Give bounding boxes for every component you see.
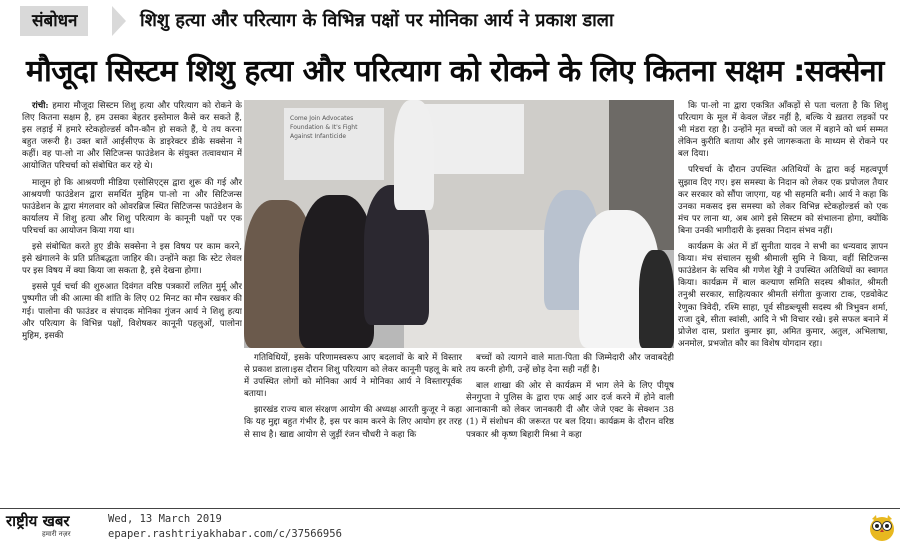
article-column-2 [244, 352, 462, 506]
footer-divider [0, 508, 900, 509]
edition-date: Wed, 13 March 2019 [108, 513, 222, 525]
kicker-row [0, 0, 900, 40]
article-column-4 [678, 100, 888, 506]
paragraph: मालूम हो कि आश्रयणी मीडिया एसोसिएट्स द्वारा शुरू की गई और आश्रयणी फाउंडेशन द्वारा समर्थित मुहिम पा-लो ना और सिटिजन्स फाउंडेशन के द्वारा मंगलवार को ओवरब्रिज स्थित सिटिजन्स फाउंडेशन के कार्यालय में शिशु हत्या और शिशु परित्याग के कानूनी पक्षों पर एक परिचर्चा का आयोजन किया गया था। [22, 177, 242, 236]
photo-person [639, 250, 674, 348]
epaper-link[interactable]: epaper.rashtriyakhabar.com/c/37566956 [108, 528, 342, 540]
paragraph: गतिविधियों, इसके परिणामस्वरूप आए बदलावों के बारे में विस्तार से प्रकाश डाला।इस दौरान शिशु परित्याग को लेकर कानूनी पहलू के बारे में उपस्थित लोगों को मोनिका आर्य ने मोनिका आर्य ने विस्तारपूर्वक बताया। [244, 353, 462, 400]
photo-banner: Come Join Advocates Foundation & It's Fight Against Infanticide [284, 108, 384, 180]
paragraph: इससे पूर्व चर्चा की शुरुआत दिवंगत वरिष्ठ पत्रकारों ललित मुर्मू और पुष्पगीत जी की आत्मा की शांति के लिए 02 मिनट का मौन रखकर की गई। पालोना की फाउंडर व संपादक मोनिका गुंजन आर्य ने शिशु हत्या और परित्याग के विभिन्न पक्षों, विशेषकर कानूनी पहलुओं, पालोना मुहिम, इसकी [22, 282, 242, 341]
headline: मौजूदा सिस्टम शिशु हत्या और परित्याग को रोकने के लिए कितना सक्षम :सक्सेना [26, 54, 884, 89]
dateline: रांची: [32, 101, 49, 111]
photo-person [299, 195, 374, 348]
brand-tagline: हमारी नज़र [42, 530, 71, 538]
paragraph: कि पा-लो ना द्वारा एकत्रित आँकड़ों से पता चलता है कि शिशु परित्याग के मूल में केवल जेंडर नहीं है, बल्कि ये ख़तरा लड़कों पर भी मंडरा रहा है। उन्होंने मृत बच्चों को जल में बहाने को धर्म सम्मत लेकिन कुरीति बताया और इसे जागरूकता के माध्यम से रोकने पर बल दिया। [678, 101, 888, 160]
paragraph: कार्यक्रम के अंत में डॉ सुनीता यादव ने सभी का धन्यवाद ज्ञापन किया। मंच संचालन सुश्री श्रीमाली सुमि ने किया, वहीं सिटिजन्स फाउंडेशन के सचिव श्री गणेश रेड्डी ने उपस्थित अतिथियों का स्वागत किया। कार्यक्रम में बाल कल्याण समिति सदस्य श्रीकांत, श्रीमती तनुश्री सरकार, साहित्यकार श्रीमती संगीता कुजारा टाक, एडवोकेट रेणुका त्रिवेदी, रश्मि साहा, पूर्व सीडब्ल्यूसी सदस्य श्री त्रिभुवन शर्मा, राजा दुबे, सीता स्वांसी, आदि ने भी विचार रखे। इसे सफल बनाने में प्रोजेश दास, प्रशांत कुमार झा, अमित कुमार, अतुल, अभिलाषा, अनमोल, प्रभजोत कौर का विशेष योगदान रहा। [678, 242, 888, 349]
paragraph-text: हमारा मौजूदा सिस्टम शिशु हत्या और परित्याग को रोकने के लिए कितना सक्षम है, हम उसका बेहतर इस्तेमाल कैसे कर सकते हैं, इस लड़ाई में हमारे स्टेकहोल्डर्स कौन-कौन हो सकते हैं, ये तय करना बहुत जरूरी है। उक्त बातें आईसीएफ के डाइरेक्टर डीके सक्सेना ने कहीं। वह पा-लो ना और सिटिजन्स फाउंडेशन के संयुक्त तत्वावधान में आयोजित परिचर्चा को संबोधित कर रहे थे। [22, 101, 242, 172]
brand-name: राष्ट्रीय खबर [6, 512, 70, 530]
owl-icon [868, 512, 896, 542]
photo-person [394, 100, 434, 210]
paragraph: बच्चों को त्यागने वाले माता-पिता की जिम्मेदारी और जवाबदेही तय करनी होगी, उन्हें छोड़ देना सही नहीं है। [466, 353, 674, 376]
kicker-text: शिशु हत्या और परित्याग के विभिन्न पक्षों पर मोनिका आर्य ने प्रकाश डाला [140, 10, 614, 31]
article-column-1 [22, 100, 242, 506]
article-column-3 [466, 352, 674, 506]
footer-logo[interactable] [6, 512, 102, 542]
paragraph: इसे संबोधित करते हुए डीके सक्सेना ने इस विषय पर काम करने, इसे खंगालने के प्रति प्रतिबद्धता जाहिर की। उन्होंने कहा कि स्टेट लेवल पर इस विषय में क्या किया जा सकता है, इसे देखना होगा। [22, 242, 242, 277]
paragraph: बाल शाखा की ओर से कार्यक्रम में भाग लेने के लिए पीयूष सेनगुप्ता ने पुलिस के द्वारा एफ आई आर दर्ज करने में होने वाली आनाकानी को लेकर जानकारी दी और जेजे एक्ट के सेक्शन 38 (1) में संशोधन की जरूरत पर बल दिया। कार्यक्रम के दौरान वरिष्ठ पत्रकार श्री कृष्ण बिहारी मिश्रा ने कहा [466, 381, 674, 440]
paragraph [22, 100, 242, 173]
paragraph: परिचर्चा के दौरान उपस्थित अतिथियों के द्वारा कई महत्वपूर्ण सुझाव दिए गए। इस समस्या के निदान को लेकर एक प्रपोजल तैयार कर सरकार को सौंपा जाएगा, यह भी सहमति बनी। आर्य ने कहा कि उनका मकसद इस समस्या को लेकर विभिन्न स्टेकहोल्डर्स को एक मंच पर लाना था, अब आगे इसे सिस्टम को संभालना होगा, क्योंकि बिना उनकी भागीदारी के इसका निदान संभव नहीं। [678, 165, 888, 236]
kicker-tag: संबोधन [20, 6, 88, 36]
event-photo [244, 100, 674, 348]
kicker-arrow-icon [112, 6, 126, 36]
paragraph: झारखंड राज्य बाल संरक्षण आयोग की अध्यक्ष आरती कुजूर ने कहा कि यह मुद्दा बहुत गंभीर है, इस पर काम करने के लिए आयोग हर तरह से साथ है। खाद्य आयोग से जुड़ीं रंजन चौधरी ने कहा कि [244, 405, 462, 440]
